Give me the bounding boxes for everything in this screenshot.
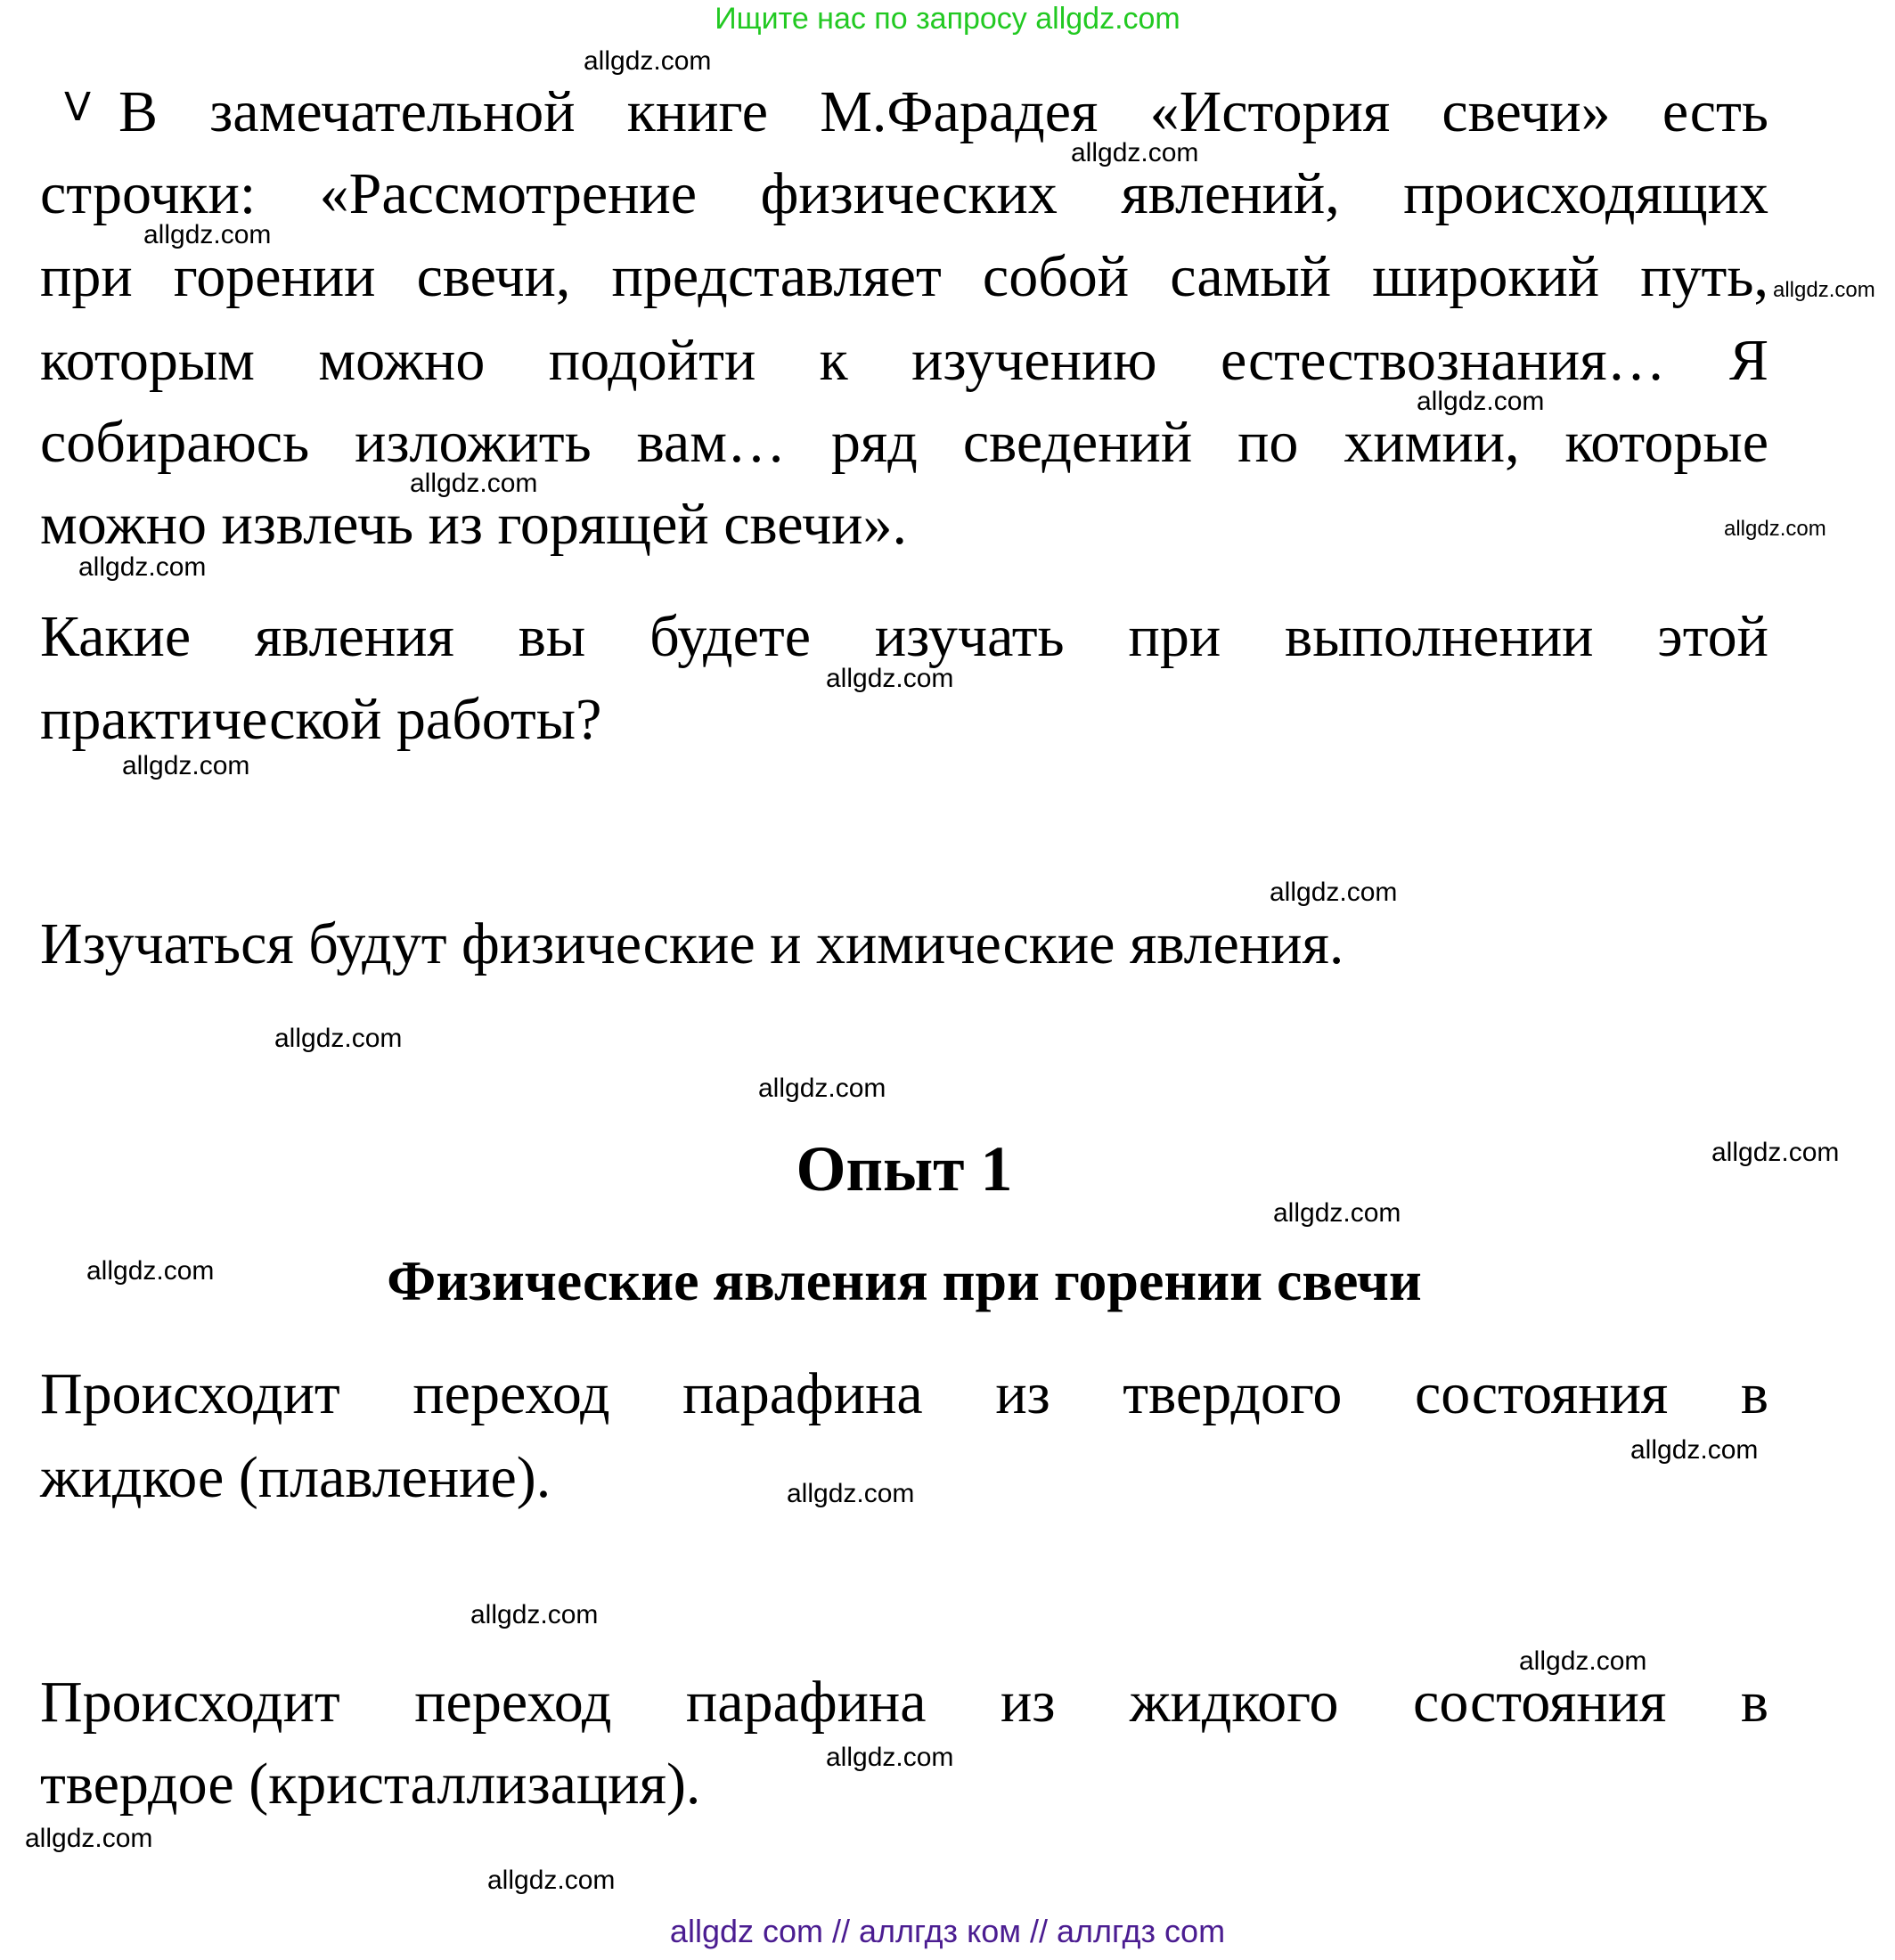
watermark: allgdz.com <box>122 751 250 780</box>
watermark: allgdz.com <box>274 1024 403 1053</box>
watermark: allgdz.com <box>470 1600 599 1629</box>
watermark: allgdz.com <box>143 220 272 249</box>
quote-line: В замечательной книге М.Фарадея «История свечи» есть <box>118 79 1768 144</box>
experiment-title: Опыт 1 <box>796 1133 1013 1205</box>
question-line: Какие явления вы будете изучать при выполнении этой <box>40 604 1768 669</box>
melting-line: жидкое (плавление). <box>40 1445 551 1510</box>
check-mark-icon: ᐯ <box>64 86 92 129</box>
question-line: практической работы? <box>40 687 602 752</box>
crystallization-line: Происходит переход парафина из жидкого состояния в <box>40 1670 1768 1735</box>
quote-line: при горении свечи, представляет собой самый широкий путь, <box>40 244 1768 309</box>
melting-line: Происходит переход парафина из твердого состояния в <box>40 1361 1768 1426</box>
watermark: allgdz.com <box>1519 1646 1647 1676</box>
watermark: allgdz.com <box>78 552 207 582</box>
watermark: allgdz.com <box>86 1256 215 1286</box>
quote-line: собираюсь изложить вам… ряд сведений по химии, которые <box>40 410 1768 475</box>
quote-line: строчки: «Рассмотрение физических явлений, происходящих <box>40 161 1768 226</box>
watermark: allgdz.com <box>1273 1198 1401 1228</box>
experiment-subtitle: Физические явления при горении свечи <box>387 1249 1422 1312</box>
watermark: allgdz.com <box>1724 517 1826 541</box>
search-banner[interactable]: Ищите нас по запросу allgdz.com <box>715 2 1180 36</box>
watermark: allgdz.com <box>1711 1138 1840 1167</box>
quote-line: можно извлечь из горящей свечи». <box>40 492 907 557</box>
watermark: allgdz.com <box>410 469 538 498</box>
quote-line: которым можно подойти к изучению естествознания… Я <box>40 328 1768 393</box>
watermark: allgdz.com <box>826 1743 954 1772</box>
watermark: allgdz.com <box>1071 138 1199 167</box>
watermark: allgdz.com <box>826 664 954 693</box>
watermark: allgdz.com <box>25 1824 153 1853</box>
footer-links[interactable]: allgdz com // аллгдз ком // аллгдз com <box>669 1913 1226 1949</box>
watermark: allgdz.com <box>1417 387 1545 416</box>
answer-text: Изучаться будут физические и химические явления. <box>40 911 1344 976</box>
watermark: allgdz.com <box>1270 878 1398 907</box>
crystallization-line: твердое (кристаллизация). <box>40 1752 701 1817</box>
watermark: allgdz.com <box>584 46 712 76</box>
watermark: allgdz.com <box>487 1866 616 1895</box>
watermark: allgdz.com <box>787 1479 915 1508</box>
watermark: allgdz.com <box>758 1074 886 1103</box>
watermark: allgdz.com <box>1773 278 1875 302</box>
watermark: allgdz.com <box>1630 1435 1759 1465</box>
